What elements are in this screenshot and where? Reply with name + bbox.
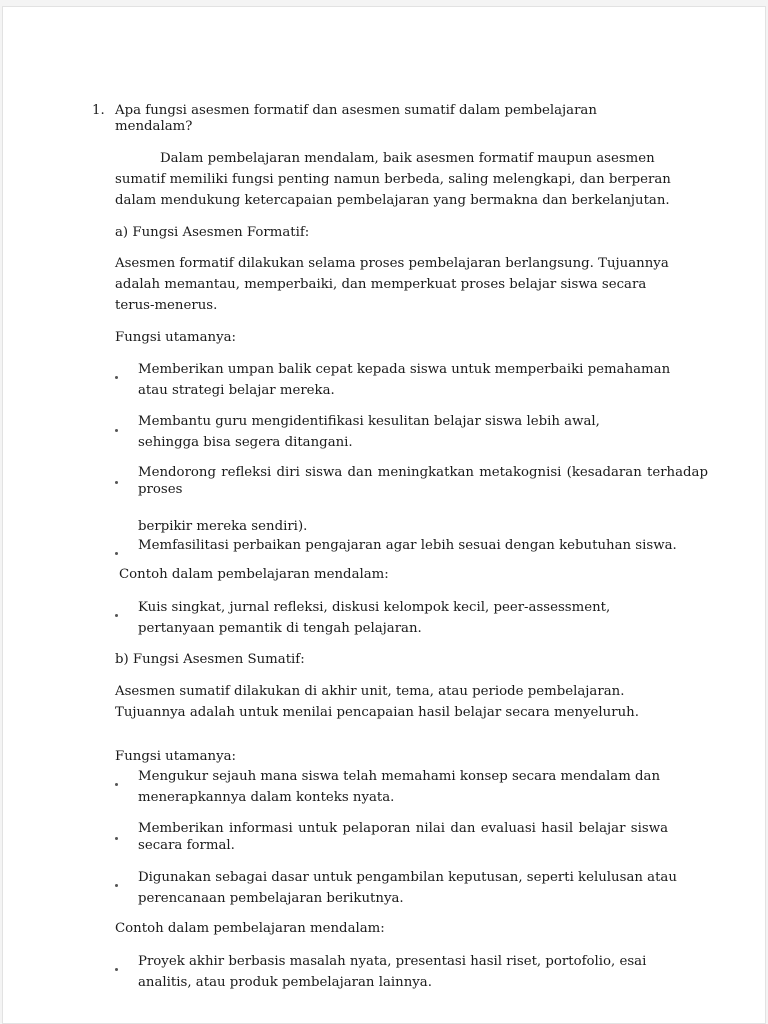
formatif-contoh-label: Contoh dalam pembelajaran mendalam: bbox=[119, 567, 389, 582]
sumatif-item-1: Mengukur sejauh mana siswa telah memahami konsep secara mendalam dan menerapkannya dalam konteks nyata. bbox=[138, 769, 661, 805]
sumatif-description: Asesmen sumatif dilakukan di akhir unit, tema, atau periode pembelajaran. Tujuannya adalah untuk menilai pencapaian hasil belajar secara menyeluruh. bbox=[115, 684, 639, 720]
formatif-contoh-item: Kuis singkat, jurnal refleksi, diskusi kelompok kecil, peer-assessment, pertanyaan pemantik di tengah pelajaran. bbox=[138, 600, 611, 636]
formatif-item-1: Memberikan umpan balik cepat kepada siswa untuk memperbaiki pemahaman atau strategi belajar mereka. bbox=[138, 362, 671, 398]
sumatif-contoh-label: Contoh dalam pembelajaran mendalam: bbox=[115, 921, 385, 936]
bullet-marker bbox=[115, 614, 118, 617]
formatif-item-3-continued: berpikir mereka sendiri). bbox=[138, 519, 308, 534]
sumatif-contoh-item: Proyek akhir berbasis masalah nyata, presentasi hasil riset, portofolio, esai analitis, atau produk pembelajaran lainnya. bbox=[138, 954, 647, 990]
sumatif-heading: b) Fungsi Asesmen Sumatif: bbox=[115, 652, 305, 667]
formatif-item-3: Mendorong refleksi diri siswa dan meningkatkan metakognisi (kesadaran terhadap proses bbox=[138, 465, 708, 497]
bullet-marker bbox=[115, 481, 118, 484]
bullet-marker bbox=[115, 429, 118, 432]
sumatif-fungsi-label: Fungsi utamanya: bbox=[115, 749, 237, 764]
formatif-item-4: Memfasilitasi perbaikan pengajaran agar lebih sesuai dengan kebutuhan siswa. bbox=[138, 538, 677, 553]
bullet-marker bbox=[115, 783, 118, 786]
formatif-fungsi-label: Fungsi utamanya: bbox=[115, 330, 237, 345]
sumatif-item-2: Memberikan informasi untuk pelaporan nilai dan evaluasi hasil belajar siswa secara formal. bbox=[138, 821, 668, 853]
bullet-marker bbox=[115, 884, 118, 887]
bullet-marker bbox=[115, 837, 118, 840]
bullet-marker bbox=[115, 376, 118, 379]
question-text: Apa fungsi asesmen formatif dan asesmen sumatif dalam pembelajaran mendalam? bbox=[115, 103, 597, 134]
formatif-heading: a) Fungsi Asesmen Formatif: bbox=[115, 225, 310, 240]
formatif-description: Asesmen formatif dilakukan selama proses pembelajaran berlangsung. Tujuannya adalah memantau, memperbaiki, dan memperkuat proses belajar siswa secara terus-menerus. bbox=[115, 256, 669, 313]
document-page bbox=[2, 6, 766, 1024]
bullet-marker bbox=[115, 552, 118, 555]
question-number: 1. bbox=[92, 103, 105, 118]
formatif-item-2: Membantu guru mengidentifikasi kesulitan belajar siswa lebih awal, sehingga bisa segera ditangani. bbox=[138, 414, 600, 450]
intro-paragraph: Dalam pembelajaran mendalam, baik asesmen formatif maupun asesmen sumatif memiliki fungsi penting namun berbeda, saling melengkapi, dan berperan dalam mendukung ketercapaian pembelajaran yang bermakna dan berkelanjutan. bbox=[115, 151, 671, 208]
bullet-marker bbox=[115, 968, 118, 971]
sumatif-item-3: Digunakan sebagai dasar untuk pengambilan keputusan, seperti kelulusan atau perencanaan pembelajaran berikutnya. bbox=[138, 870, 677, 906]
